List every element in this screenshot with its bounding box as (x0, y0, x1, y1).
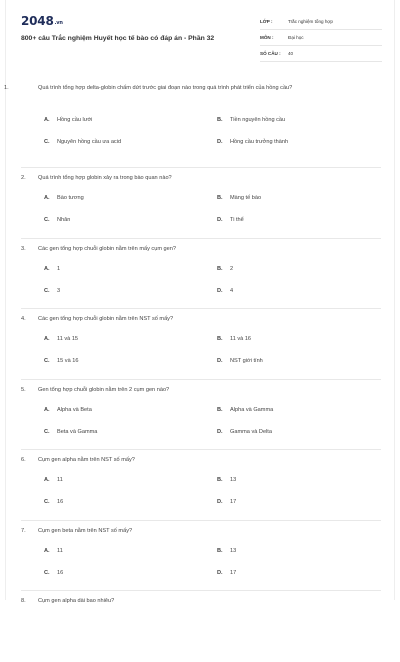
option-c[interactable] (44, 428, 97, 436)
option-text: 11 (57, 477, 63, 483)
option-a[interactable] (44, 547, 63, 555)
option-letter: A. (44, 336, 50, 342)
option-text: Tiền nguyên hồng cầu (230, 117, 286, 123)
question-text (4, 83, 361, 94)
option-letter: D. (217, 287, 223, 294)
option-text: Alpha và Beta (57, 406, 92, 413)
question-text (21, 244, 361, 255)
document-header (6, 0, 394, 75)
logo-text: 2048 (21, 14, 54, 28)
option-letter: D. (217, 139, 223, 145)
question-body: Cụm gen alpha nằm trên NST số mấy? (38, 457, 135, 463)
option-text: 1 (57, 265, 61, 272)
meta-table (260, 14, 382, 62)
option-c[interactable] (44, 357, 78, 365)
option-letter: D. (217, 358, 223, 364)
option-d[interactable] (217, 428, 272, 436)
question-item (21, 168, 381, 239)
question-number: 4. (21, 316, 26, 322)
question-body: Các gen tổng hợp chuỗi globin nằm trên mấy cụm gen? (38, 245, 177, 252)
option-text: Hồng cầu trưởng thành (230, 139, 289, 145)
meta-label: SỐ CÂU : (260, 51, 281, 56)
option-letter: C. (44, 428, 50, 435)
question-number: 2. (21, 175, 26, 181)
option-text: 17 (230, 499, 237, 505)
option-a[interactable] (44, 194, 84, 202)
option-b[interactable] (217, 194, 261, 202)
option-letter: C. (44, 217, 50, 223)
option-text: 16 (57, 569, 64, 576)
option-c[interactable] (44, 569, 63, 577)
option-d[interactable] (217, 357, 263, 365)
option-b[interactable] (217, 406, 273, 414)
option-letter: C. (44, 358, 50, 364)
option-d[interactable] (217, 138, 288, 146)
question-number: 5. (21, 386, 26, 393)
option-letter: C. (44, 569, 50, 576)
question-text (21, 173, 361, 184)
question-body: Quá trình tổng hợp delta-globin chấm dứt trước giai đoạn nào trong quá trình phát triển của hồng cầu? (38, 85, 293, 91)
option-b[interactable] (217, 547, 236, 555)
option-text: 13 (230, 477, 237, 483)
option-d[interactable] (217, 287, 233, 295)
option-letter: B. (217, 547, 223, 554)
option-c[interactable] (44, 216, 70, 224)
option-letter: A. (44, 406, 50, 413)
option-letter: C. (44, 287, 50, 294)
option-text: Nguyên hồng cầu ưa acid (57, 139, 122, 145)
option-letter: A. (44, 265, 50, 272)
option-text: 3 (57, 287, 61, 294)
question-item (4, 78, 381, 168)
option-b[interactable] (217, 265, 233, 273)
option-d[interactable] (217, 216, 244, 224)
option-text: Alpha và Gamma (230, 406, 274, 413)
option-text: Beta và Gamma (57, 428, 98, 435)
meta-label: LỚP : (260, 19, 273, 24)
option-text: Ti thể (230, 217, 244, 223)
question-item (21, 450, 381, 521)
question-body: Các gen tổng hợp chuỗi globin nằm trên NST số mấy? (38, 316, 174, 322)
question-text (21, 314, 361, 325)
meta-value: Trắc nghiệm tổng hợp (288, 19, 333, 24)
option-d[interactable] (217, 498, 236, 506)
meta-value: Đại học (288, 35, 304, 40)
meta-row-class (260, 14, 382, 30)
option-text: Bào tương (57, 195, 84, 201)
option-letter: D. (217, 499, 223, 505)
question-number: 1. (4, 85, 9, 91)
option-letter: B. (217, 117, 223, 123)
option-text: 13 (230, 547, 237, 554)
option-c[interactable] (44, 287, 60, 295)
option-text: 4 (230, 287, 234, 294)
question-item (21, 521, 381, 592)
option-c[interactable] (44, 498, 63, 506)
option-letter: D. (217, 428, 223, 435)
question-text (21, 596, 361, 607)
option-a[interactable] (44, 335, 78, 343)
question-number: 8. (21, 598, 26, 604)
option-b[interactable] (217, 335, 251, 343)
question-number: 7. (21, 527, 26, 534)
option-letter: B. (217, 265, 223, 272)
option-b[interactable] (217, 476, 236, 484)
option-text: 16 (57, 499, 64, 505)
site-logo[interactable] (21, 14, 63, 28)
question-text (21, 385, 361, 396)
question-number: 6. (21, 457, 26, 463)
meta-value: 40 (288, 51, 294, 56)
option-text: Gamma và Delta (230, 428, 272, 435)
option-c[interactable] (44, 138, 121, 146)
question-item (21, 380, 381, 451)
question-item (21, 591, 381, 662)
option-b[interactable] (217, 116, 285, 124)
option-letter: A. (44, 117, 50, 123)
option-letter: C. (44, 499, 50, 505)
question-item (21, 239, 381, 310)
option-text: Hồng cầu lưới (57, 117, 93, 123)
option-letter: C. (44, 139, 50, 145)
option-letter: D. (217, 569, 223, 576)
question-body: Gen tổng hợp chuỗi globin nằm trên 2 cụm gen nào? (38, 386, 170, 393)
question-text (21, 455, 361, 466)
option-letter: D. (217, 217, 223, 223)
option-text: 15 và 16 (57, 358, 79, 364)
option-text: 11 và 15 (57, 336, 79, 342)
option-a[interactable] (44, 476, 63, 484)
question-number: 3. (21, 245, 26, 252)
meta-label: MÔN : (260, 35, 274, 40)
option-a[interactable] (44, 406, 92, 414)
document-page (4, 0, 395, 604)
option-text: NST giới tính (230, 358, 263, 364)
option-letter: A. (44, 547, 50, 554)
option-a[interactable] (44, 265, 60, 273)
question-list (4, 78, 381, 662)
logo-suffix: .vn (54, 20, 63, 26)
option-a[interactable] (44, 116, 92, 124)
option-text: 11 và 16 (230, 336, 252, 342)
option-text: Nhân (57, 217, 71, 223)
option-text: 2 (230, 265, 234, 272)
option-text: 17 (230, 569, 237, 576)
option-text: 11 (57, 547, 63, 554)
question-text (21, 526, 361, 537)
option-letter: B. (217, 195, 223, 201)
meta-row-subject (260, 30, 382, 46)
option-letter: A. (44, 477, 50, 483)
question-body: Cụm gen alpha dài bao nhiêu? (38, 598, 115, 604)
document-title: 800+ câu Trắc nghiệm Huyết học tế bào có đáp án - Phần 32 (21, 35, 215, 42)
option-d[interactable] (217, 569, 236, 577)
question-body: Quá trình tổng hợp globin xảy ra trong bào quan nào? (38, 175, 172, 181)
option-letter: B. (217, 406, 223, 413)
meta-row-count (260, 46, 382, 62)
option-letter: B. (217, 336, 223, 342)
option-letter: B. (217, 477, 223, 483)
option-text: Màng tế bào (230, 195, 262, 201)
option-letter: A. (44, 195, 50, 201)
question-item (21, 309, 381, 380)
question-body: Cụm gen beta nằm trên NST số mấy? (38, 527, 133, 534)
